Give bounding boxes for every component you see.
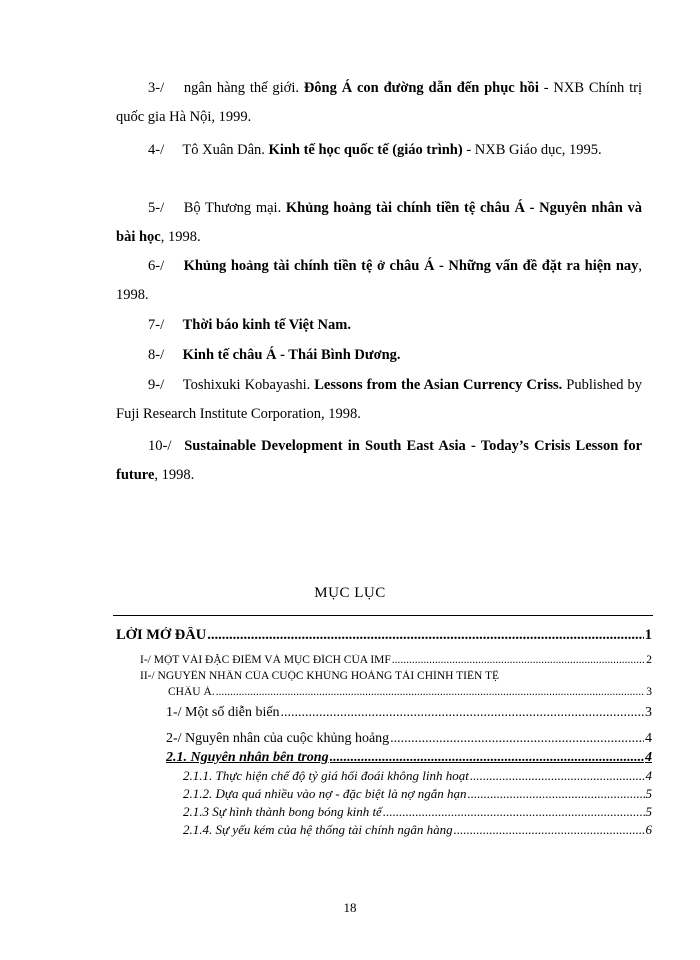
toc-entry-label: 2.1. Nguyên nhân bên trong xyxy=(166,750,329,765)
reference-title: Khủng hoảng tài chính tiền tệ ở châu Á - Những vấn đề đặt ra hiện nay xyxy=(183,258,639,274)
reference-publisher: - NXB Chính trị quốc gia Hà Nội, 1999. xyxy=(116,80,642,125)
reference-publisher: Published by Fuji Research Institute Corporation, 1998. xyxy=(116,377,643,422)
reference-number: 7-/ xyxy=(148,317,165,333)
toc-entry-subsection-1[interactable] xyxy=(166,705,652,721)
reference-publisher: , 1998. xyxy=(160,229,201,245)
toc-entry-2-1-4[interactable] xyxy=(183,822,652,838)
reference-number: 3-/ xyxy=(148,80,165,96)
toc-dot-leader xyxy=(470,768,645,784)
reference-author: Bộ Thương mại. xyxy=(183,200,282,216)
toc-entry-label: 2.1.1. Thực hiện chế độ tỷ giá hối đoái không linh hoạt xyxy=(183,768,469,783)
reference-author: ngân hàng thế giới. xyxy=(183,80,299,96)
reference-number: 8-/ xyxy=(148,347,165,363)
toc-entry-page: 2 xyxy=(646,654,652,666)
reference-number: 9-/ xyxy=(148,377,165,393)
reference-publisher: - NXB Giáo dục, 1995. xyxy=(466,142,602,158)
reference-number: 10-/ xyxy=(148,438,172,454)
toc-entry-label: CHÂU Á. xyxy=(168,686,215,698)
toc-entry-page: 4 xyxy=(645,768,652,783)
toc-divider xyxy=(113,615,653,616)
toc-entry-section-2[interactable] xyxy=(140,670,652,682)
toc-title: MỤC LỤC xyxy=(314,585,386,601)
reference-title: Lessons from the Asian Currency Criss. xyxy=(314,377,563,393)
toc-dot-leader xyxy=(281,705,644,721)
reference-title: Kinh tế học quốc tế (giáo trình) xyxy=(268,142,463,158)
toc-dot-leader xyxy=(454,822,645,838)
toc-entry-label: II-/ NGUYÊN NHÂN CỦA CUỘC KHỦNG HOẢNG TÀI CHÍNH TIỀN TỆ xyxy=(140,670,500,682)
toc-dot-leader xyxy=(383,804,645,820)
page-number: 18 xyxy=(343,900,357,915)
toc-entry-page: 6 xyxy=(645,822,652,837)
toc-entry-page: 4 xyxy=(645,750,652,765)
reference-6 xyxy=(116,252,642,310)
reference-title: Kinh tế châu Á - Thái Bình Dương. xyxy=(182,347,401,363)
toc-dot-leader xyxy=(392,654,645,666)
reference-number: 5-/ xyxy=(148,200,165,216)
toc-entry-page: 1 xyxy=(644,627,652,643)
toc-entry-2-1-3[interactable] xyxy=(183,804,652,820)
toc-entry-label: 2.1.2. Dựa quá nhiều vào nợ - đặc biệt là nợ ngắn hạn xyxy=(183,786,467,801)
toc-entry-subsection-2[interactable] xyxy=(166,731,652,747)
toc-dot-leader xyxy=(330,750,644,766)
toc-entry-label: 2-/ Nguyên nhân của cuộc khủng hoảng xyxy=(166,731,390,746)
toc-entry-page: 5 xyxy=(645,804,652,819)
reference-9 xyxy=(116,371,642,429)
toc-entry-label: 1-/ Một số diễn biến xyxy=(166,705,280,720)
toc-entry-page: 3 xyxy=(646,686,652,698)
toc-entry-intro[interactable] xyxy=(116,627,652,644)
toc-dot-leader xyxy=(207,627,644,644)
reference-3 xyxy=(116,74,642,132)
reference-8 xyxy=(116,341,642,370)
toc-entry-label: 2.1.3 Sự hình thành bong bóng kinh tế xyxy=(183,804,382,819)
reference-author: Toshixuki Kobayashi. xyxy=(182,377,311,393)
toc-entry-label: I-/ MỘT VÀI ĐẶC ĐIỂM VÀ MỤC ĐÍCH CỦA IMF xyxy=(140,654,391,666)
toc-entry-2-1-2[interactable] xyxy=(183,786,652,802)
reference-publisher: , 1998. xyxy=(116,258,643,303)
toc-entry-page: 5 xyxy=(645,786,652,801)
toc-entry-page: 4 xyxy=(645,731,652,746)
reference-title: Sustainable Development in South East Asia - Today’s Crisis Lesson for future xyxy=(116,438,643,483)
toc-dot-leader xyxy=(390,731,644,747)
toc-dot-leader xyxy=(216,686,646,698)
reference-10 xyxy=(116,432,642,490)
toc-entry-label: LỜI MỞ ĐẦU xyxy=(116,627,207,643)
reference-number: 4-/ xyxy=(148,142,165,158)
toc-entry-page: 3 xyxy=(645,705,652,720)
reference-5 xyxy=(116,194,642,252)
reference-publisher: , 1998. xyxy=(154,467,195,483)
toc-dot-leader xyxy=(467,786,644,802)
toc-entry-2-1-1[interactable] xyxy=(183,768,652,784)
reference-number: 6-/ xyxy=(148,258,165,274)
reference-4 xyxy=(116,136,642,165)
reference-title: Đông Á con đường dẫn đến phục hồi xyxy=(303,80,539,96)
toc-entry-section-1[interactable] xyxy=(140,654,652,666)
toc-entry-label: 2.1.4. Sự yếu kém của hệ thống tài chính ngân hàng xyxy=(183,822,453,837)
reference-title: Khủng hoảng tài chính tiền tệ châu Á - Nguyên nhân và bài học xyxy=(116,200,643,245)
toc-entry-section-2-continued[interactable] xyxy=(168,686,652,698)
reference-title: Thời báo kinh tế Việt Nam. xyxy=(182,317,351,333)
reference-7 xyxy=(116,311,642,340)
toc-entry-2-1[interactable] xyxy=(166,750,652,766)
reference-author: Tô Xuân Dân. xyxy=(182,142,265,158)
